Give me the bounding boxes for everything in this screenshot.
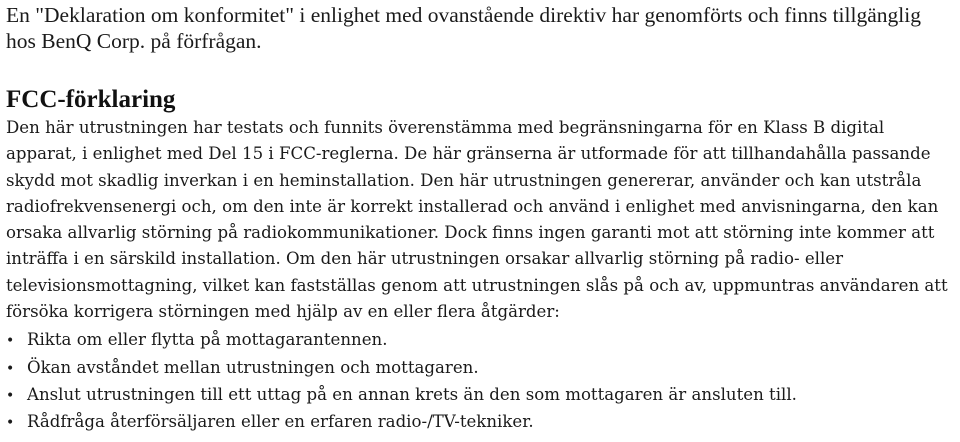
bullet-icon: •: [6, 360, 15, 377]
list-item: [6, 382, 956, 409]
document-page: [6, 0, 956, 437]
fcc-paragraph: Den här utrustningen har testats och funnits överenstämma med begränsningarna för en Klass B digital apparat, i enlighet med Del 15 i FCC-reglerna. De här gränserna är utformade för att tillhandahålla passande skydd mot skadlig inverkan i en heminstallation. Den här utrustningen genererar, använder och kan utstråla radiofrekvensenergi och, om den inte är korrekt installerad och använd i enlighet med anvisningarna, den kan orsaka allvarlig störning på radiokommunikationer. Dock finns ingen garanti mot att störning inte kommer att inträffa i en särskild installation. Om den här utrustningen orsakar allvarlig störning på radio- eller televisionsmottagning, vilket kan fastställas genom att utrustningen slås på och av, uppmuntras användaren att försöka korrigera störningen med hjälp av en eller flera åtgärder:: [6, 118, 948, 322]
measures-list: [6, 327, 956, 436]
list-item-text: Ökan avståndet mellan utrustningen och mottagaren.: [27, 357, 479, 377]
list-item: [6, 355, 956, 382]
list-item-text: Rådfråga återförsäljaren eller en erfaren radio-/TV-tekniker.: [27, 412, 534, 432]
bullet-icon: •: [6, 415, 15, 432]
bullet-icon: •: [6, 387, 15, 404]
intro-paragraph: En "Deklaration om konformitet" i enlighet med ovanstående direktiv har genomförts och finns tillgänglig hos BenQ Corp. på förfrågan.: [6, 3, 921, 53]
list-item: [6, 327, 956, 354]
list-item-text: Rikta om eller flytta på mottagarantennen.: [27, 330, 388, 350]
bullet-icon: •: [6, 333, 15, 350]
list-item-text: Anslut utrustningen till ett uttag på en annan krets än den som mottagaren är ansluten till.: [27, 384, 797, 404]
list-item: [6, 409, 956, 436]
section-heading: FCC-förklaring: [6, 86, 176, 113]
